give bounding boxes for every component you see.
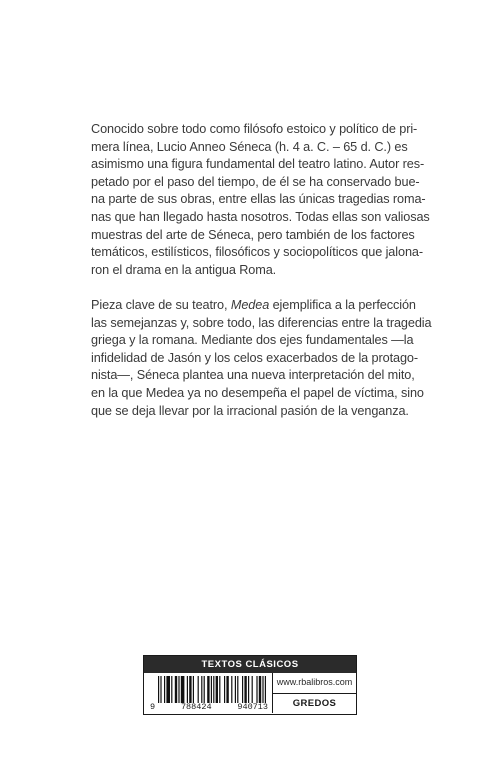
blurb-line: nista—, Séneca plantea una nueva interpretación del mito, xyxy=(91,368,415,383)
barcode-bar xyxy=(175,676,177,703)
back-cover-blurb xyxy=(91,121,432,420)
blurb-line xyxy=(91,297,415,315)
isbn-prefix-digit: 9 xyxy=(150,702,156,712)
barcode-bar xyxy=(235,676,236,703)
blurb-line: las semejanzas y, sobre todo, las diferencias entre la tragedia xyxy=(91,315,432,330)
blurb-line: asimismo una figura fundamental del teatro latino. Autor res- xyxy=(91,157,425,172)
blurb-line: en la que Medea ya no desempeña el papel de víctima, sino xyxy=(91,385,424,400)
blurb-line: nas que han llegado hasta nosotros. Todas ellas son valiosas xyxy=(91,209,430,224)
publisher-website: www.rbalibros.com xyxy=(272,673,356,694)
barcode-bar xyxy=(164,676,165,703)
barcode-bar xyxy=(207,676,209,703)
barcode-bar xyxy=(201,676,202,703)
blurb-line: petado por el paso del tiempo, de él se ha conservado bue- xyxy=(91,174,420,189)
barcode-bar xyxy=(237,676,238,703)
blurb-paragraph-2 xyxy=(91,297,432,420)
barcode-bar xyxy=(219,676,220,703)
isbn-barcode xyxy=(150,676,268,712)
barcode-bar xyxy=(216,676,218,703)
blurb-line: infidelidad de Jasón y los celos exacerbados de la protago- xyxy=(91,350,419,365)
barcode-bar xyxy=(181,676,185,703)
barcode-bar xyxy=(187,676,188,703)
isbn-right-group: 940713 xyxy=(237,702,268,712)
blurb-line: temáticos, estilísticos, filosóficos y sociopolíticos que jalona- xyxy=(91,245,423,260)
barcode-bar xyxy=(242,676,243,703)
barcode-bar xyxy=(262,676,263,703)
barcode-bar xyxy=(204,676,205,703)
collection-name: TEXTOS CLÁSICOS xyxy=(144,656,356,673)
barcode-bar xyxy=(211,676,212,703)
barcode-bar xyxy=(265,676,266,703)
blurb-line: Conocido sobre todo como filósofo estoico y político de pri- xyxy=(91,122,418,136)
barcode-bar xyxy=(171,676,172,703)
blurb-line: ron el drama en la antigua Roma. xyxy=(91,262,277,277)
barcode-bar xyxy=(252,676,253,703)
blurb-text: ejemplifica a la perfección xyxy=(269,297,416,312)
publisher-name: GREDOS xyxy=(272,694,356,713)
barcode-bar xyxy=(198,676,199,703)
barcode-bar xyxy=(226,676,228,703)
blurb-line: que se deja llevar por la irracional pasión de la venganza. xyxy=(91,403,409,418)
barcode-bar xyxy=(166,676,170,703)
imprint-box xyxy=(143,655,357,715)
barcode-bar xyxy=(256,676,257,703)
barcode-bar xyxy=(259,676,261,703)
barcode-bar xyxy=(244,676,246,703)
barcode-bar xyxy=(213,676,214,703)
isbn-number xyxy=(150,703,268,712)
barcode-bar xyxy=(231,676,232,703)
barcode-bar xyxy=(193,676,194,703)
blurb-line: mera línea, Lucio Anneo Séneca (h. 4 a. C. – 65 d. C.) es xyxy=(91,139,408,154)
barcode-bar xyxy=(248,676,249,703)
barcode-bar xyxy=(158,676,159,703)
blurb-line: na parte de sus obras, entre ellas las únicas tragedias roma- xyxy=(91,192,426,207)
barcode-bar xyxy=(178,676,179,703)
blurb-line: griega y la romana. Mediante dos ejes fundamentales —la xyxy=(91,333,414,348)
work-title: Medea xyxy=(230,297,270,312)
blurb-paragraph-1 xyxy=(91,121,430,279)
barcode-bar xyxy=(160,676,161,703)
blurb-line: muestras del arte de Séneca, pero también de los factores xyxy=(91,227,415,242)
isbn-left-group: 788424 xyxy=(180,702,212,712)
barcode-bar xyxy=(224,676,225,703)
barcode-bars xyxy=(150,676,268,703)
blurb-text: Pieza clave de su teatro, xyxy=(91,297,231,312)
barcode-bar xyxy=(189,676,191,703)
